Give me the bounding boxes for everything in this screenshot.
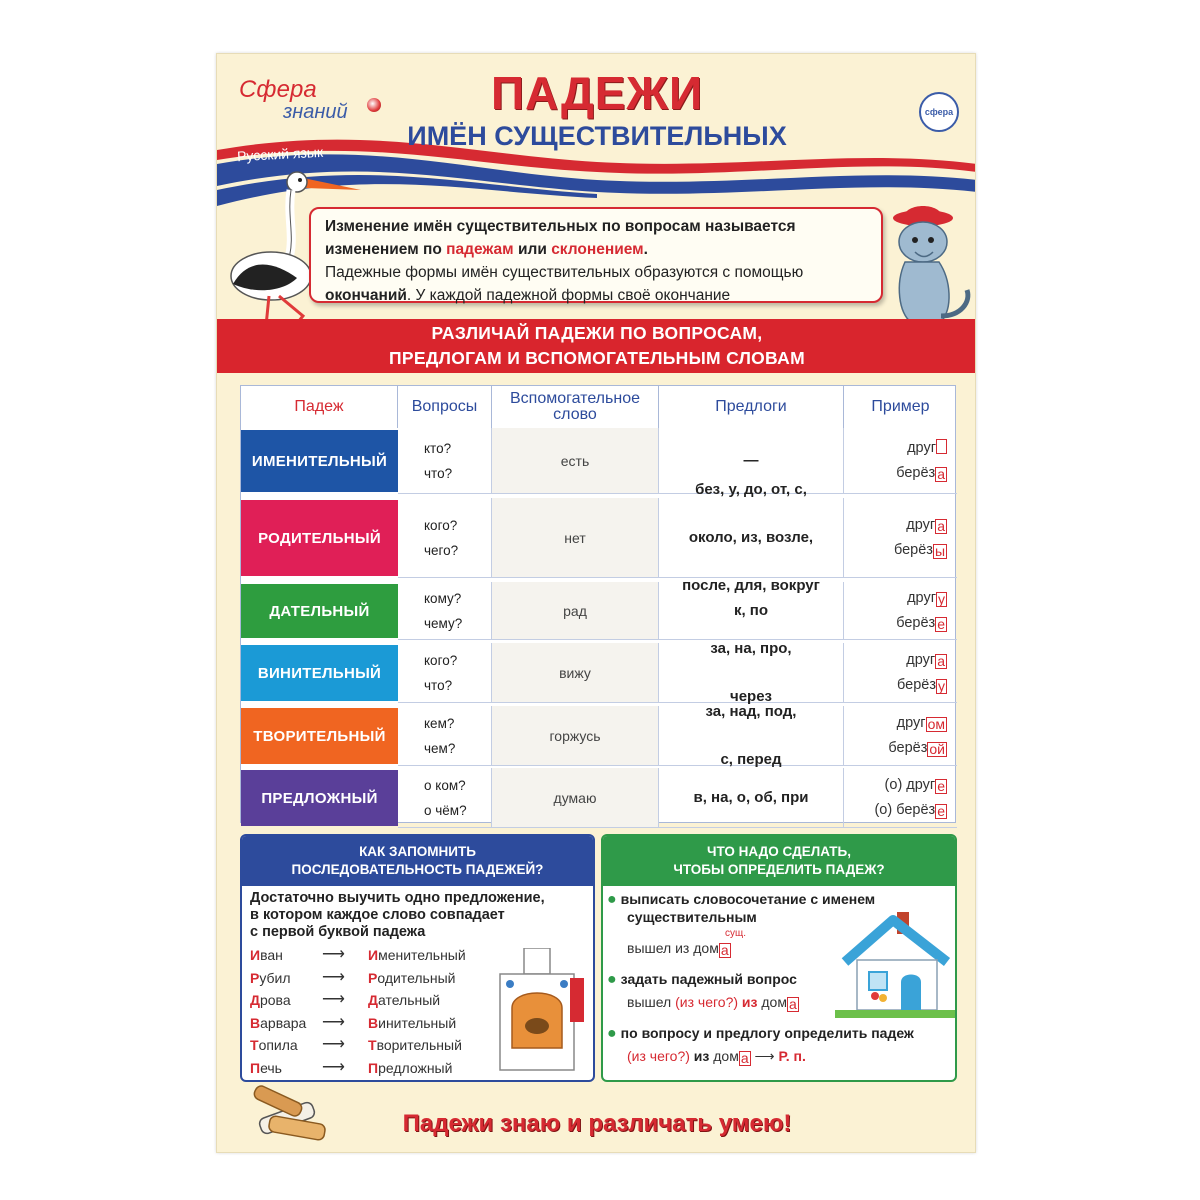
arrow-icon: ⟶ [322,991,345,1008]
cases-table [240,385,956,823]
case-name: РОДИТЕЛЬНЫЙ [241,500,398,576]
case-name: ПРЕДЛОЖНЫЙ [241,770,398,826]
example-3: (из чего?) из дом а ⟶ Р. п. [627,1048,806,1066]
mnemonic-pair: Дрова ⟶ Дательный [250,991,441,1008]
arrow-icon: ⟶ [322,946,345,963]
memory-box-title-1: КАК ЗАПОМНИТЬ [359,844,476,859]
step-1-cont: существительным [627,909,757,925]
prepositions-cell: — [659,428,844,494]
determine-case-box [601,834,957,1082]
slogan: Падежи знаю и различать умею! [402,1110,792,1137]
example-word: берёз у [897,676,945,694]
case-name: ИМЕНИТЕЛЬНЫЙ [241,430,398,492]
header-case: Падеж [241,386,398,428]
example-cell [844,643,957,703]
prepositions-cell: к, по [659,582,844,640]
aux-word-cell: рад [492,582,659,640]
step-1: ● выписать словосочетание с именем [607,891,876,908]
bullet-icon: ● [607,971,617,988]
arrow-icon: ⟶ [322,1013,345,1031]
case-name: ТВОРИТЕЛЬНЫЙ [241,708,398,764]
example-word: друг [907,436,947,461]
example-1: вышел из дом а [627,940,729,958]
aux-word-cell: нет [492,498,659,578]
ending-box: а [937,652,945,669]
step-2: ● задать падежный вопрос [607,971,797,988]
house-illustration [835,910,955,1020]
ending-box [936,439,947,454]
banner-line-2: ПРЕДЛОГАМ И ВСПОМОГАТЕЛЬНЫМ СЛОВАМ [389,348,805,368]
intro-line-3: Падежные формы имён существительных образуются с помощью [325,264,804,281]
memory-intro-line: с первой буквой падежа [250,924,426,940]
table-row [241,768,957,828]
aux-word-cell: вижу [492,643,659,703]
logo-text-sfera: Сфера [239,76,317,103]
memory-box-intro [250,890,590,941]
intro-line-2: изменением по падежам или склонением. [325,241,648,258]
publisher-badge: сфера [919,92,959,132]
questions-cell: кто? что? [398,428,492,494]
example-cell [844,498,957,578]
header-questions: Вопросы [398,386,492,428]
prepositions-cell: за, на, про, через [659,643,844,703]
example-word: (о) друг е [884,776,945,794]
header-aux-word: Вспомогательное слово [492,386,659,428]
example-cell [844,582,957,640]
determine-box-title-2: ЧТОБЫ ОПРЕДЕЛИТЬ ПАДЕЖ? [673,862,885,877]
memory-intro-line: Достаточно выучить одно предложение, [250,890,545,906]
prepositions-cell: за, над, под, с, перед [659,706,844,766]
prepositions-cell: в, на, о, об, при [659,768,844,828]
questions-cell: о ком? о чём? [398,768,492,828]
ending-box: а [937,517,945,534]
example-word: берёз ой [888,739,945,757]
example-word: друг а [906,651,945,669]
memory-intro-line: в котором каждое слово совпадает [250,907,505,923]
ending-box: у [938,590,945,607]
table-row [241,480,957,594]
questions-cell: кем? чем? [398,706,492,766]
example-cell [844,768,957,828]
banner-line-1: РАЗЛИЧАЙ ПАДЕЖИ ПО ВОПРОСАМ, [431,323,763,343]
questions-cell: кого? что? [398,643,492,703]
step-3: ● по вопросу и предлогу определить падеж [607,1025,914,1042]
ending-box: е [937,615,945,632]
questions-cell: кого? чего? [398,498,492,578]
ending-box: е [937,777,945,794]
determine-box-title-1: ЧТО НАДО СДЕЛАТЬ, [707,844,851,859]
prepositions-cell: без, у, до, от, с, около, из, возле, после, для, вокруг [659,498,844,578]
memory-box [240,834,595,1082]
example-word: друг у [907,589,945,607]
bullet-icon: ● [607,1025,617,1042]
ending-box: ой [929,740,945,757]
arrow-icon: ⟶ [322,1058,345,1076]
page-subtitle: ИМЁН СУЩЕСТВИТЕЛЬНЫХ [407,121,787,151]
poster [216,53,976,1153]
questions-cell: кому? чему? [398,582,492,640]
case-name: ВИНИТЕЛЬНЫЙ [241,645,398,701]
ending-box: а [937,465,945,482]
mnemonic-pair: Топила ⟶ Творительный [250,1036,462,1053]
intro-box [309,207,883,303]
logo-text-znaniy: знаний [283,101,348,123]
example-word: (о) берёз е [874,801,945,819]
aux-word-cell: горжусь [492,706,659,766]
example-cell [844,706,957,766]
arrow-icon: ⟶ [322,1036,345,1053]
memory-box-header [242,836,593,886]
mnemonic-pair: Рубил ⟶ Родительный [250,968,456,986]
noun-mark: сущ. [725,928,747,939]
bullet-icon: ● [607,891,617,908]
mnemonic-pair: Печь ⟶ Предложный [250,1058,453,1076]
ending-box: ы [934,542,945,559]
ending-box: е [937,802,945,819]
subject-label: Русский язык [236,143,324,165]
intro-line-1: Изменение имён существительных по вопросам называется [325,218,796,235]
table-row [241,702,957,768]
example-cell [844,428,957,494]
table-row [241,428,957,494]
mnemonic-pair: Варвара ⟶ Винительный [250,1013,457,1031]
example-word: друг ом [896,714,945,732]
intro-line-4: окончаний. У каждой падежной формы своё окончание [325,287,731,304]
example-word: друг а [906,516,945,534]
example-word: берёз а [896,464,945,482]
aux-word-cell: думаю [492,768,659,828]
ending-box: ом [927,715,945,732]
memory-box-title-2: ПОСЛЕДОВАТЕЛЬНОСТЬ ПАДЕЖЕЙ? [291,862,544,877]
ending-box: у [938,677,945,694]
table-row [241,639,957,705]
stove-illustration [490,948,590,1078]
case-name: ДАТЕЛЬНЫЙ [241,584,398,638]
example-word: берёз е [896,614,945,632]
example-2: вышел (из чего?) из дом а [627,994,797,1012]
determine-box-header [603,836,955,886]
table-row [241,582,957,640]
arrow-icon: ⟶ [322,968,345,986]
mnemonic-pair: Иван ⟶ Именительный [250,946,466,963]
header-prepositions: Предлоги [659,386,844,428]
page-title: ПАДЕЖИ [490,67,704,119]
aux-word-cell: есть [492,428,659,494]
example-word: берёз ы [893,541,945,559]
cat-illustration [871,204,976,329]
section-banner [217,319,976,373]
header-example: Пример [871,398,930,415]
